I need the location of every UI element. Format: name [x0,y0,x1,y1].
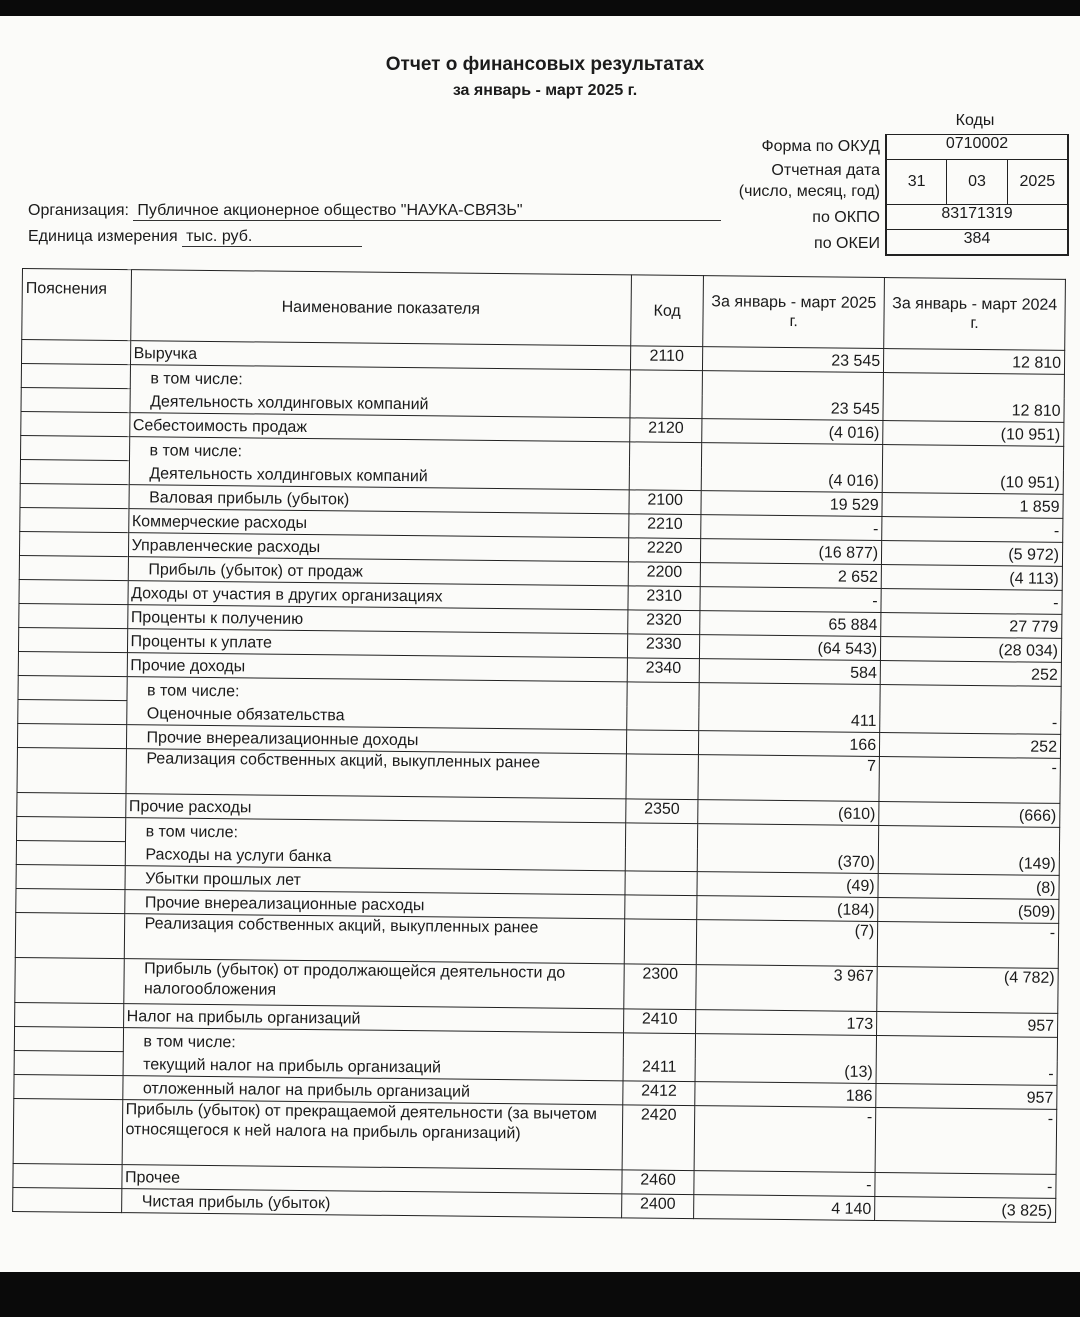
row-name: отложенный налог на прибыль организаций [122,1076,623,1105]
row-code: 2340 [627,658,700,683]
col-header-previous: За январь - март 2024 г. [884,278,1066,351]
notes-cell [15,1002,124,1027]
row-name: Проценты к получению [127,605,628,634]
row-name: в том числе: [126,677,627,706]
okud-label: Форма по ОКУД [761,138,880,155]
row-value-current: 65 884 [700,611,881,637]
notes-cell [15,957,124,1003]
organization-line [28,202,721,221]
okpo-label: по ОКПО [812,209,880,226]
row-name: Налог на прибыль организаций [123,1004,624,1033]
row-value-current: 23 545 [702,395,883,421]
notes-cell [14,1026,123,1051]
row-value-current: 411 [699,707,880,733]
row-code [625,871,698,896]
row-value-current: 7 [698,755,879,802]
row-code [629,442,702,467]
row-value-previous: 27 779 [881,613,1062,639]
row-value-current: 173 [696,1010,877,1036]
notes-cell [18,699,127,724]
unit-value: тыс. руб. [182,228,362,247]
row-value-previous: - [876,1059,1057,1085]
organization-name: Публичное акционерное общество "НАУКА-СВЯЗЬ" [133,202,721,221]
row-name: Деятельность холдинговых компаний [130,389,631,418]
row-value-previous [876,1035,1057,1061]
row-name: Деятельность холдинговых компаний [129,461,630,490]
row-value-previous: 12 810 [883,397,1064,423]
report-date [887,159,1067,204]
row-value-previous: (3 825) [875,1196,1056,1222]
notes-cell [16,864,125,889]
row-name: в том числе: [125,818,626,847]
notes-cell [21,340,130,365]
okei-value: 384 [887,229,1067,254]
row-value-previous [879,826,1060,852]
notes-cell [13,1098,122,1164]
notes-cell [16,840,125,865]
row-code: 2350 [626,799,699,824]
row-value-previous: (28 034) [881,637,1062,663]
row-code: 2420 [622,1105,695,1171]
row-value-current: 19 529 [701,491,882,517]
row-code: 2310 [628,586,701,611]
row-value-previous: (666) [879,802,1060,828]
row-value-previous: (4 782) [877,966,1058,1013]
row-value-previous: - [879,757,1060,804]
row-value-current: 2 652 [700,563,881,589]
row-value-current: (64 543) [700,635,881,661]
row-name: Реализация собственных акций, выкупленных ранее [124,914,625,964]
notes-cell [19,603,128,628]
row-name: Прочие внереализационные расходы [124,890,625,919]
row-code [627,706,700,731]
notes-cell [15,912,124,958]
row-value-current: - [694,1106,876,1173]
okpo-value: 83171319 [887,204,1067,229]
notes-cell [20,507,129,532]
okei-label: по ОКЕИ [814,235,880,252]
notes-cell [20,435,129,460]
row-name: Валовая прибыль (убыток) [129,485,630,514]
row-code: 2411 [623,1057,696,1082]
row-code [625,847,698,872]
row-name: Доходы от участия в других организациях [127,581,628,610]
row-code: 2410 [623,1009,696,1034]
row-name: в том числе: [130,365,631,394]
codes-heading: Коды [955,112,995,129]
row-name: Реализация собственных акций, выкупленных ранее [126,749,627,799]
row-name: Чистая прибыль (убыток) [121,1189,622,1218]
row-name: Прочее [121,1165,622,1194]
row-value-current: 166 [699,731,880,757]
row-value-previous: 957 [876,1083,1057,1109]
row-name: Оценочные обязательства [126,701,627,730]
row-code [630,370,703,395]
notes-cell [19,531,128,556]
row-value-previous: (8) [878,874,1059,900]
row-code [624,919,697,965]
table-row [13,1098,1057,1174]
row-value-previous [883,373,1064,399]
notes-cell [17,816,126,841]
row-name: Проценты к уплате [127,629,628,658]
row-value-current: 23 545 [703,347,884,373]
row-name: в том числе: [129,437,630,466]
report-month: 03 [946,160,1006,204]
notes-cell [20,459,129,484]
table-body [13,340,1065,1223]
row-value-current [696,1034,877,1060]
date-label-2: (число, месяц, год) [738,183,880,200]
row-value-previous [880,685,1061,711]
row-name: Убытки прошлых лет [125,866,626,895]
row-value-current: (610) [698,800,879,826]
row-code [625,895,698,920]
row-code [630,394,703,419]
row-code: 2412 [623,1081,696,1106]
row-value-current: (13) [695,1058,876,1084]
row-code [626,754,699,800]
notes-cell [18,627,127,652]
report-year: 2025 [1007,160,1067,204]
row-value-previous: (10 951) [883,421,1064,447]
row-value-previous: (509) [878,897,1059,923]
col-header-code: Код [631,275,704,347]
notes-cell [18,651,127,676]
row-code: 2120 [630,418,703,443]
row-code [623,1033,696,1058]
notes-cell [14,1050,123,1075]
row-code: 2110 [630,346,703,371]
row-value-current: 4 140 [694,1195,875,1221]
row-code: 2220 [628,538,701,563]
row-value-current: (49) [697,872,878,898]
okud-value: 0710002 [945,135,1009,152]
row-value-previous: - [882,517,1063,543]
row-value-previous: 252 [880,661,1061,687]
notes-cell [16,888,125,913]
row-name: Прочие внереализационные доходы [126,725,627,754]
row-value-current [702,371,883,397]
notes-cell [19,555,128,580]
notes-cell [21,364,130,389]
notes-cell [13,1187,122,1212]
document-page [0,16,1080,1272]
row-value-previous: 1 859 [882,493,1063,519]
row-value-current: - [701,515,882,541]
col-header-name: Наименование показателя [130,270,631,346]
row-value-previous: (149) [878,850,1059,876]
report-period: за январь - март 2025 г. [452,82,638,99]
row-value-current: 3 967 [696,965,877,1012]
row-value-current: (16 877) [701,539,882,565]
notes-cell [13,1163,122,1188]
row-value-previous: (4 113) [881,565,1062,591]
codes-box [885,134,1069,256]
col-header-current: За январь - март 2025 г. [703,276,885,349]
row-code: 2300 [624,964,697,1010]
row-code: 2330 [627,634,700,659]
row-value-previous: - [877,921,1058,968]
row-value-current: (7) [696,920,877,967]
col-header-notes: Пояснения [22,269,131,341]
row-value-current: (370) [697,848,878,874]
row-value-current: - [700,587,881,613]
row-code [627,682,700,707]
notes-cell [21,411,130,436]
row-code [626,730,699,755]
row-name: Прочие доходы [127,653,628,682]
row-value-previous: 252 [880,733,1061,759]
report-day: 31 [907,173,926,190]
row-value-current: 186 [695,1082,876,1108]
row-value-previous: - [875,1107,1057,1174]
organization-label: Организация: [28,202,129,219]
unit-line [28,228,362,247]
row-value-current [698,824,879,850]
row-value-previous: 957 [877,1011,1058,1037]
notes-cell [21,387,130,412]
row-name: Выручка [130,341,631,370]
row-value-previous: (10 951) [882,469,1063,495]
row-code: 2210 [629,514,702,539]
notes-cell [18,675,127,700]
row-value-previous: - [880,709,1061,735]
row-name: Прибыль (убыток) от продолжающейся деятельности до налогообложения [123,959,624,1009]
row-name: Прибыль (убыток) от прекращаемой деятельности (за вычетом относящегося к ней налога на прибыль организаций) [122,1100,623,1170]
row-name: Расходы на услуги банка [125,842,626,871]
row-value-previous: 12 810 [884,349,1065,375]
row-value-previous [883,445,1064,471]
row-name: Прочие расходы [125,794,626,823]
date-label-1: Отчетная дата [771,162,880,179]
row-code [629,466,702,491]
row-code: 2320 [628,610,701,635]
row-value-previous: (5 972) [882,541,1063,567]
report-title: Отчет о финансовых результатах [385,54,705,75]
row-name: в том числе: [123,1028,624,1057]
row-code: 2400 [621,1194,694,1219]
row-code: 2200 [628,562,701,587]
financial-results-table [12,268,1066,1223]
row-name: текущий налог на прибыль организаций [123,1052,624,1081]
row-code [625,823,698,848]
row-value-current: (4 016) [701,467,882,493]
row-value-current: - [694,1171,875,1197]
row-value-current [702,443,883,469]
notes-cell [17,723,126,748]
notes-cell [19,579,128,604]
notes-cell [20,483,129,508]
top-bar [0,0,1080,16]
row-value-previous: - [881,589,1062,615]
row-value-current: (4 016) [702,419,883,445]
row-name: Коммерческие расходы [128,509,629,538]
row-value-current: 584 [699,659,880,685]
row-value-current: (184) [697,896,878,922]
row-value-previous: - [875,1172,1056,1198]
row-code: 2100 [629,490,702,515]
bottom-bar [0,1272,1080,1317]
notes-cell [14,1074,123,1099]
row-value-current [699,683,880,709]
row-code: 2460 [622,1170,695,1195]
unit-label: Единица измерения [28,228,178,245]
row-name: Управленческие расходы [128,533,629,562]
notes-cell [17,747,126,793]
table-header-row [22,269,1066,351]
notes-cell [17,792,126,817]
row-name: Себестоимость продаж [129,413,630,442]
row-name: Прибыль (убыток) от продаж [128,557,629,586]
